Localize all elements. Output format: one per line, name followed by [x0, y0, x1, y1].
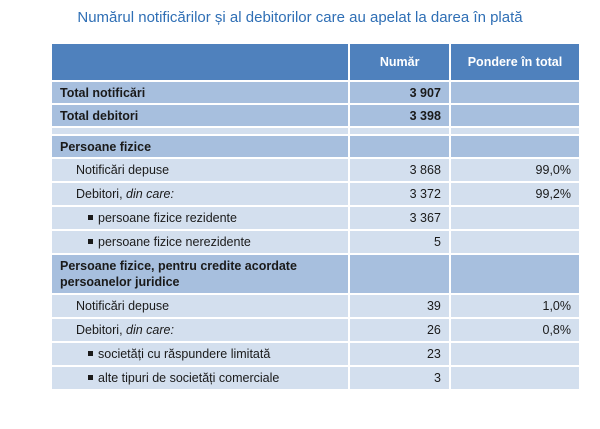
table-row-pf-debitori	[52, 183, 579, 205]
row-pondere: 99,0%	[451, 159, 579, 181]
row-numar: 26	[350, 319, 448, 341]
row-pondere	[451, 82, 579, 103]
row-pondere	[451, 231, 579, 253]
table-row-pf-notificari	[52, 159, 579, 181]
row-label-text: persoane fizice nerezidente	[98, 235, 251, 249]
row-label-text: alte tipuri de societăți comerciale	[98, 371, 280, 385]
section-pondere-empty	[451, 136, 579, 157]
row-label-italic: din care:	[126, 323, 174, 337]
row-label-text: societăți cu răspundere limitată	[98, 347, 271, 361]
row-numar: 3 868	[350, 159, 448, 181]
bullet-icon	[88, 351, 93, 356]
row-label: Notificări depuse	[52, 295, 348, 317]
table-header-row	[52, 44, 579, 80]
row-numar: 3 907	[350, 82, 448, 103]
table-row-pf-rezidente	[52, 207, 579, 229]
row-numar: 5	[350, 231, 448, 253]
row-numar: 3 398	[350, 105, 448, 126]
row-pondere	[451, 343, 579, 365]
row-numar: 3 372	[350, 183, 448, 205]
row-pondere: 0,8%	[451, 319, 579, 341]
row-label	[52, 367, 348, 389]
spacer-cell	[350, 128, 448, 134]
bullet-icon	[88, 215, 93, 220]
row-label	[52, 231, 348, 253]
row-pondere: 99,2%	[451, 183, 579, 205]
spacer-cell	[52, 128, 348, 134]
row-label	[52, 319, 348, 341]
bullet-icon	[88, 239, 93, 244]
table-spacer	[52, 128, 579, 134]
row-label-text: Debitori,	[76, 187, 123, 201]
table-row-pf-nerezidente	[52, 231, 579, 253]
row-label: Notificări depuse	[52, 159, 348, 181]
page-title: Numărul notificărilor și al debitorilor care au apelat la darea în plată	[77, 9, 523, 26]
bullet-icon	[88, 375, 93, 380]
section-numar-empty	[350, 136, 448, 157]
spacer-cell	[451, 128, 579, 134]
row-numar: 3 367	[350, 207, 448, 229]
row-label-italic: din care:	[126, 187, 174, 201]
section-label: Persoane fizice, pentru credite acordate persoanelor juridice	[52, 255, 348, 293]
header-blank	[52, 44, 348, 80]
table-section-persoane-fizice	[52, 136, 579, 157]
table-row-total-notificari	[52, 82, 579, 103]
data-table	[50, 42, 581, 391]
row-label: Total notificări	[52, 82, 348, 103]
table-section-persoane-juridice	[52, 255, 579, 293]
row-pondere	[451, 207, 579, 229]
row-label: Total debitori	[52, 105, 348, 126]
table-row-pj-srl	[52, 343, 579, 365]
row-numar: 39	[350, 295, 448, 317]
section-pondere-empty	[451, 255, 579, 293]
row-label-text: Debitori,	[76, 323, 123, 337]
row-label	[52, 207, 348, 229]
table-row-pj-altele	[52, 367, 579, 389]
row-label	[52, 343, 348, 365]
row-pondere: 1,0%	[451, 295, 579, 317]
row-label	[52, 183, 348, 205]
table-row-total-debitori	[52, 105, 579, 126]
row-numar: 23	[350, 343, 448, 365]
section-label: Persoane fizice	[52, 136, 348, 157]
section-numar-empty	[350, 255, 448, 293]
header-pondere: Pondere în total	[451, 44, 579, 80]
table-row-pj-notificari	[52, 295, 579, 317]
row-numar: 3	[350, 367, 448, 389]
row-pondere	[451, 105, 579, 126]
row-label-text: persoane fizice rezidente	[98, 211, 237, 225]
row-pondere	[451, 367, 579, 389]
table-row-pj-debitori	[52, 319, 579, 341]
header-numar: Număr	[350, 44, 448, 80]
